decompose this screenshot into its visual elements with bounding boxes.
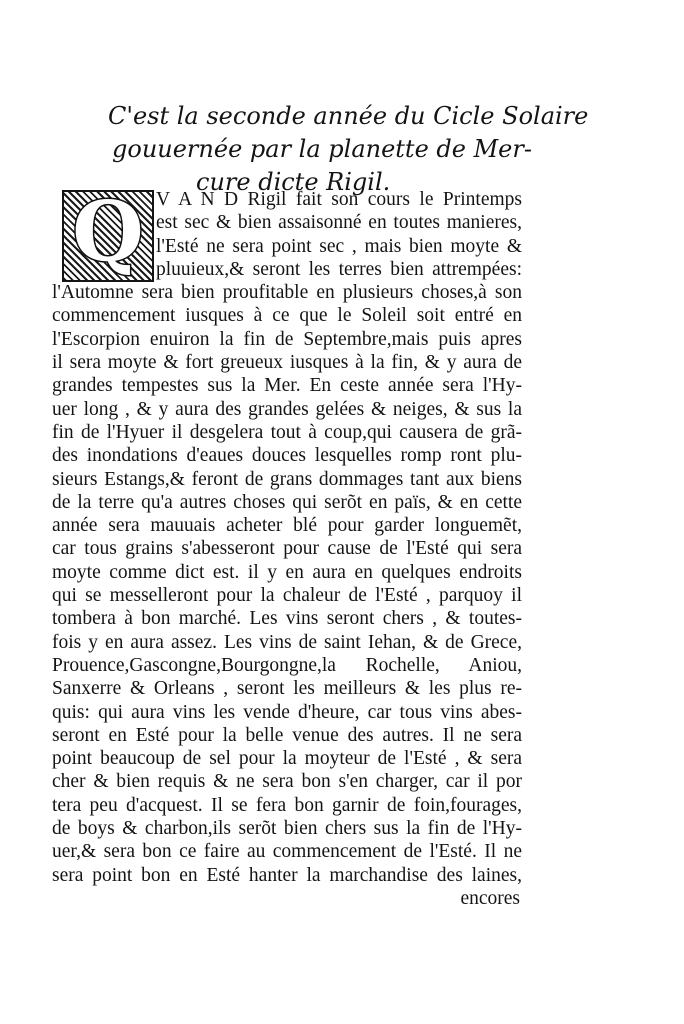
- heading-line-1: C'est la seconde année du Cicle Solaire: [108, 102, 589, 130]
- text-line: Sanxerre & Orleans , seront les meilleurs & les plus re-: [52, 678, 522, 700]
- text-line: pluuieux,& seront les terres bien attrempées:: [156, 258, 522, 280]
- text-line: de la terre qu'a autres choses qui serõt en païs, & en cette: [52, 491, 522, 513]
- text-line: grandes tempestes sus la Mer. En ceste année sera l'Hy-: [52, 375, 522, 397]
- text-line: sieurs Estangs,& feront de grans dommages tant aux biens: [52, 468, 522, 490]
- body-text: [52, 188, 522, 910]
- text-line: qui se messelleront pour la chaleur de l'Esté , parquoy il: [52, 585, 522, 607]
- text-line: fois y en aura assez. Les vins de saint Iehan, & de Grece,: [52, 631, 522, 653]
- chapter-heading: [100, 100, 589, 199]
- text-line: Prouence,Gascongne,Bourgongne,la Rochelle, Aniou,: [52, 654, 522, 676]
- text-line: quis: qui aura vins les vende d'heure, car tous vins abes-: [52, 701, 522, 723]
- drop-cap-letter: Q: [72, 190, 144, 280]
- text-line: fin de l'Hyuer il desgelera tout à coup,qui causera de grã-: [52, 421, 522, 443]
- text-line: est sec & bien assaisonné en toutes manieres,: [156, 212, 522, 234]
- text-line: uer long , & y aura des grandes gelées & neiges, & sus la: [52, 398, 522, 420]
- text-line: sera point bon en Esté hanter la marchandise des laines,: [52, 864, 522, 886]
- text-line: uer,& sera bon ce faire au commencement de l'Esté. Il ne: [52, 841, 522, 863]
- text-line: il sera moyte & fort greueux iusques à la fin, & y aura de: [52, 352, 522, 374]
- text-line: moyte comme dict est. il y en aura en quelques endroits: [52, 561, 522, 583]
- text-line: l'Automne sera bien proufitable en plusieurs choses,à son: [52, 282, 522, 304]
- text-line: de boys & charbon,ils serõt bien chers sus la fin de l'Hy-: [52, 818, 522, 840]
- text-line: commencement iusques à ce que le Soleil soit entré en: [52, 305, 522, 327]
- text-line: car tous grains s'abesseront pour cause de l'Esté qui sera: [52, 538, 522, 560]
- text-line: des inondations d'eaues douces lesquelles romp ront plu-: [52, 445, 522, 467]
- text-line: année sera mauuais acheter blé pour garder longuemẽt,: [52, 515, 522, 537]
- text-line: tera peu d'acquest. Il se fera bon garnir de foin,fourages,: [52, 794, 522, 816]
- text-line: l'Esté ne sera point sec , mais bien moyte &: [156, 235, 522, 257]
- heading-line-2: gouuernée par la planette de Mer-: [112, 135, 532, 163]
- text-line: point beaucoup de sel pour la moyteur de l'Esté , & sera: [52, 748, 522, 770]
- text-line: V A N D Rigil fait son cours le Printemps: [156, 189, 522, 210]
- text-line: cher & bien requis & ne sera bon s'en charger, car il por: [52, 771, 522, 793]
- text-line: l'Escorpion enuiron la fin de Septembre,mais puis apres: [52, 328, 522, 350]
- catchword: encores: [460, 887, 520, 909]
- text-line: seront en Esté pour la belle venue des autres. Il ne sera: [52, 724, 522, 746]
- text-line: tombera à bon marché. Les vins seront chers , & toutes-: [52, 608, 522, 630]
- heading-line-3: cure dicte Rigil.: [196, 168, 391, 196]
